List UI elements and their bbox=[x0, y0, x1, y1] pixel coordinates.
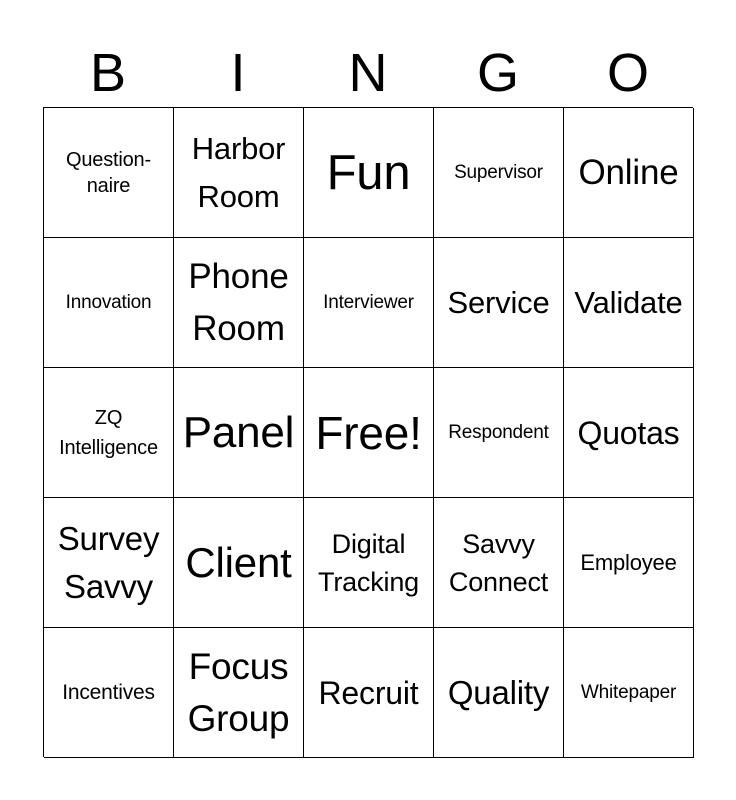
cell-text: Digital Tracking bbox=[318, 528, 419, 597]
bingo-cell-r2-c3[interactable] bbox=[304, 238, 434, 368]
cell-text: Quality bbox=[447, 673, 550, 711]
bingo-cell-r1-c2[interactable] bbox=[174, 108, 304, 238]
cell-text: Survey Savvy bbox=[57, 519, 160, 605]
bingo-cell-r1-c4[interactable] bbox=[434, 108, 564, 238]
bingo-cell-r5-c3[interactable] bbox=[304, 628, 434, 758]
cell-text: Employee bbox=[580, 549, 677, 575]
bingo-cell-r3-c5[interactable] bbox=[564, 368, 694, 498]
cell-text: Innovation bbox=[65, 291, 152, 313]
cell-text: Free! bbox=[315, 406, 422, 459]
bingo-cell-r3-c3[interactable] bbox=[304, 368, 434, 498]
bingo-cell-r1-c1[interactable] bbox=[44, 108, 174, 238]
cell-text: Quotas bbox=[577, 414, 680, 451]
cell-text: Harbor Room bbox=[191, 130, 286, 214]
bingo-cell-r3-c4[interactable] bbox=[434, 368, 564, 498]
cell-text: Focus Group bbox=[187, 645, 290, 739]
header-letter-o: O bbox=[606, 43, 649, 103]
bingo-cell-r1-c3[interactable] bbox=[304, 108, 434, 238]
cell-text: Recruit bbox=[318, 674, 419, 711]
bingo-cell-r4-c2[interactable] bbox=[174, 498, 304, 628]
bingo-card-grid bbox=[43, 107, 693, 757]
bingo-cell-r4-c3[interactable] bbox=[304, 498, 434, 628]
bingo-cell-r2-c4[interactable] bbox=[434, 238, 564, 368]
bingo-cell-r2-c5[interactable] bbox=[564, 238, 694, 368]
bingo-cell-r3-c2[interactable] bbox=[174, 368, 304, 498]
header-letter-i: I bbox=[230, 43, 246, 103]
bingo-cell-r2-c2[interactable] bbox=[174, 238, 304, 368]
cell-text: Fun bbox=[326, 145, 411, 200]
bingo-cell-r5-c4[interactable] bbox=[434, 628, 564, 758]
bingo-cell-r5-c1[interactable] bbox=[44, 628, 174, 758]
cell-text: Panel bbox=[182, 407, 295, 457]
cell-text: Supervisor bbox=[454, 161, 543, 183]
cell-text: Question- naire bbox=[66, 148, 151, 197]
bingo-cell-r5-c5[interactable] bbox=[564, 628, 694, 758]
cell-text: ZQ Intelligence bbox=[59, 406, 158, 459]
header-letter-g: G bbox=[476, 43, 519, 103]
cell-text: Interviewer bbox=[323, 291, 414, 313]
cell-text: Savvy Connect bbox=[448, 528, 549, 597]
cell-text: Client bbox=[185, 538, 292, 586]
cell-text: Validate bbox=[574, 284, 683, 320]
cell-text: Respondent bbox=[448, 421, 549, 443]
bingo-cell-r4-c1[interactable] bbox=[44, 498, 174, 628]
bingo-cell-r4-c4[interactable] bbox=[434, 498, 564, 628]
cell-text: Service bbox=[447, 284, 550, 320]
header-letter-n: N bbox=[348, 43, 388, 103]
bingo-cell-r2-c1[interactable] bbox=[44, 238, 174, 368]
cell-text: Incentives bbox=[62, 680, 155, 704]
bingo-header bbox=[43, 40, 693, 106]
cell-text: Online bbox=[578, 152, 679, 192]
bingo-cell-r4-c5[interactable] bbox=[564, 498, 694, 628]
header-letter-b: B bbox=[89, 43, 127, 103]
bingo-cell-r5-c2[interactable] bbox=[174, 628, 304, 758]
bingo-cell-r3-c1[interactable] bbox=[44, 368, 174, 498]
cell-text: Whitepaper bbox=[580, 681, 677, 703]
bingo-cell-r1-c5[interactable] bbox=[564, 108, 694, 238]
cell-text: Phone Room bbox=[188, 256, 289, 348]
